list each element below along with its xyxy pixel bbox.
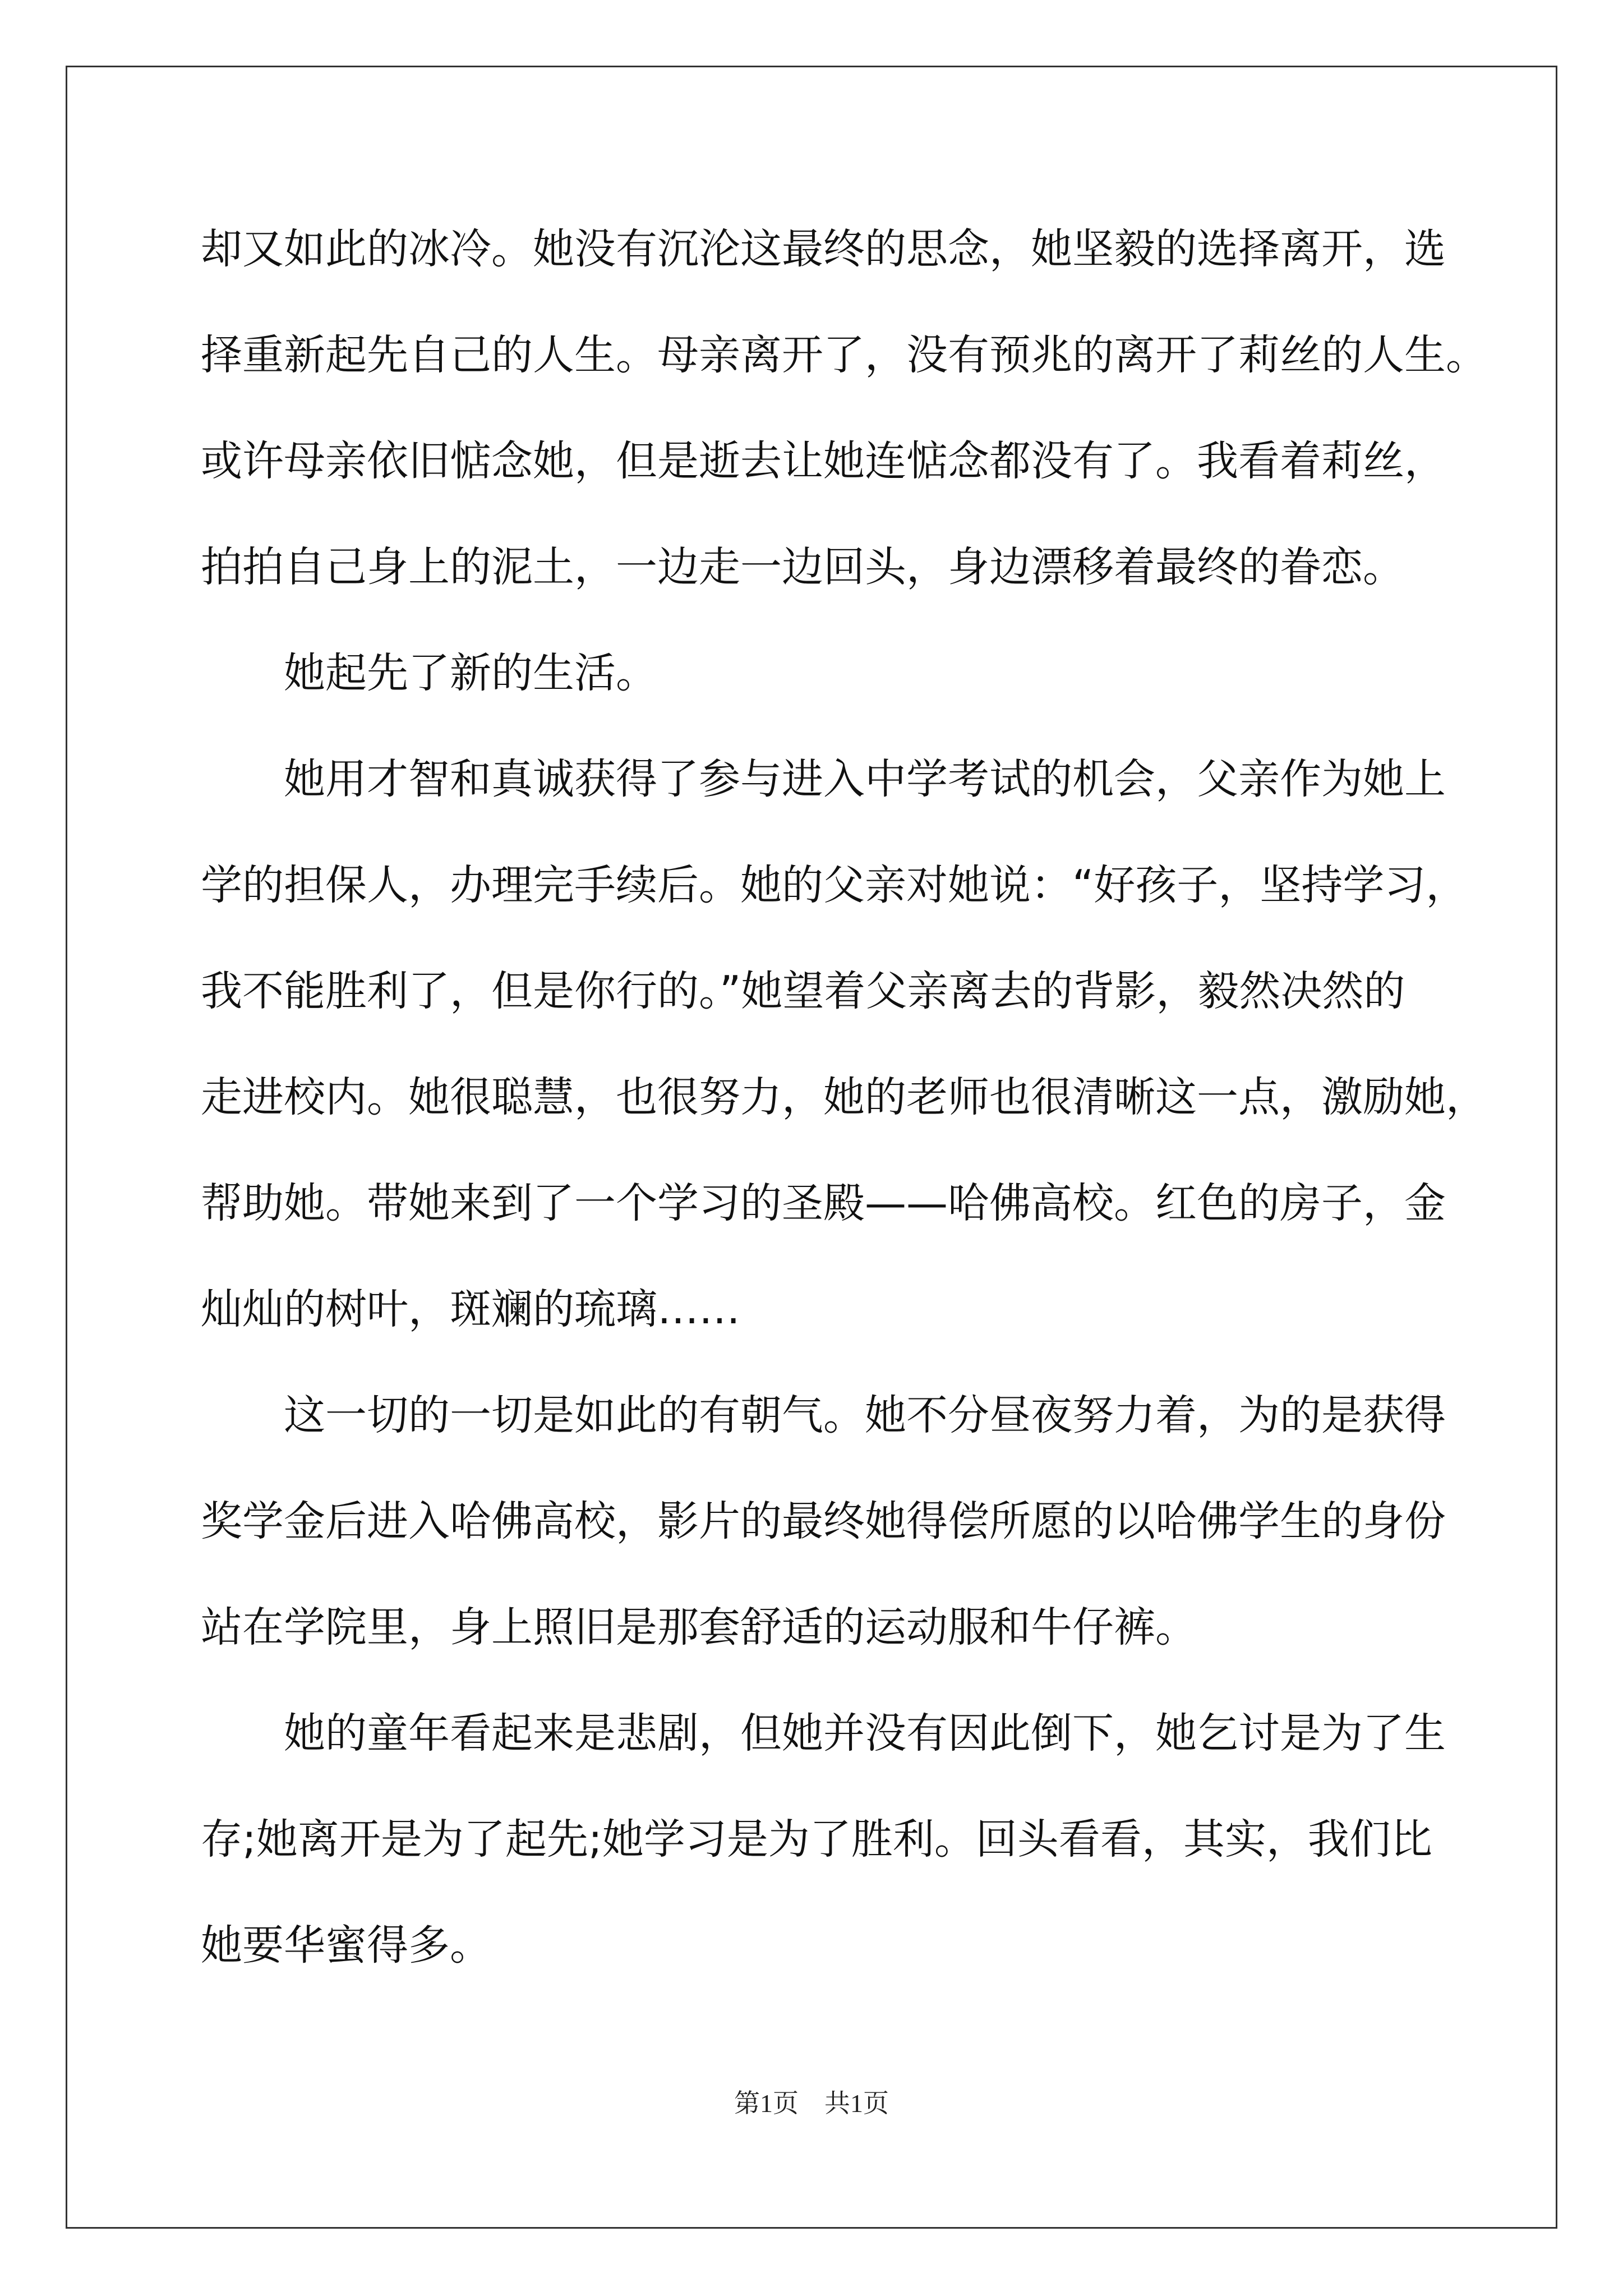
text-line: 择重新起先自己的人生。母亲离开了，没有预兆的离开了莉丝的人生。 <box>201 331 1487 379</box>
text-line: 存;她离开是为了起先;她学习是为了胜利。回头看看，其实，我们比 <box>201 1815 1432 1864</box>
text-line: 她要华蜜得多。 <box>201 1921 491 1970</box>
text-line: 站在学院里，身上照旧是那套舒适的运动服和牛仔裤。 <box>201 1603 1197 1651</box>
text-line: 拍拍自己身上的泥土，一边走一边回头，身边漂移着最终的眷恋。 <box>201 543 1404 591</box>
text-line: 我不能胜利了，但是你行的。”她望着父亲离去的背影，毅然决然的 <box>201 967 1405 1015</box>
text-line: 或许母亲依旧惦念她，但是逝去让她连惦念都没有了。我看着莉丝， <box>201 437 1446 485</box>
page-number: 第1页 共1页 <box>734 2089 889 2118</box>
text-line: 走进校内。她很聪慧，也很努力，她的老师也很清晰这一点，激励她， <box>201 1073 1487 1121</box>
text-line: 她用才智和真诚获得了参与进入中学考试的机会，父亲作为她上 <box>201 755 1446 803</box>
text-line: 她的童年看起来是悲剧，但她并没有因此倒下，她乞讨是为了生 <box>201 1709 1446 1757</box>
text-line: 灿灿的树叶，斑斓的琉璃…… <box>201 1285 740 1333</box>
text-line: 却又如此的冰冷。她没有沉沦这最终的思念，她坚毅的选择离开，选 <box>201 225 1446 273</box>
text-line: 这一切的一切是如此的有朝气。她不分昼夜努力着，为的是获得 <box>201 1391 1446 1439</box>
text-line: 帮助她。带她来到了一个学习的圣殿——哈佛高校。红色的房子，金 <box>201 1179 1446 1227</box>
text-line: 学的担保人，办理完手续后。她的父亲对她说：“好孩子，坚持学习， <box>201 861 1468 909</box>
text-line: 她起先了新的生活。 <box>201 649 657 697</box>
page-border <box>66 66 1557 2229</box>
text-line: 奖学金后进入哈佛高校，影片的最终她得偿所愿的以哈佛学生的身份 <box>201 1497 1446 1545</box>
